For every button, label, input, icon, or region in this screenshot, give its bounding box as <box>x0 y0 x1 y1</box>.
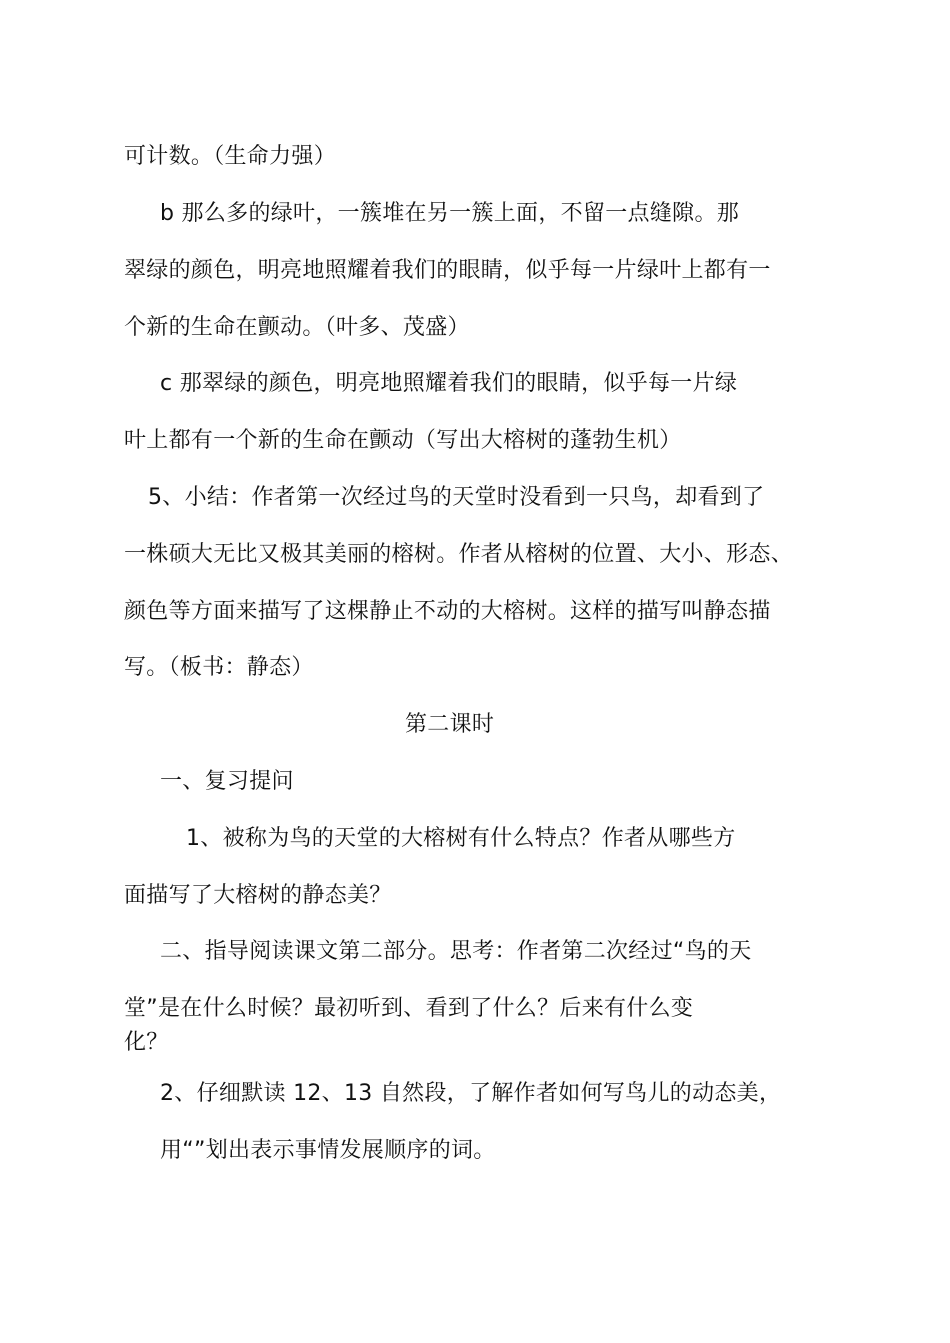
paragraph-line-19: 用“”划出表示事情发展顺序的词。 <box>160 1138 496 1163</box>
paragraph-line-14: 面描写了大榕树的静态美？ <box>124 883 392 908</box>
section-heading: 第二课时 <box>405 712 495 737</box>
paragraph-line-2: b 那么多的绿叶，一簇堆在另一簇上面，不留一点缝隙。那 <box>160 201 740 226</box>
paragraph-line-8: 一株硕大无比又极其美丽的榕树。作者从榕树的位置、大小、形态、 <box>124 542 794 567</box>
subheading-review: 一、复习提问 <box>160 769 294 794</box>
paragraph-line-5: c 那翠绿的颜色，明亮地照耀着我们的眼睛，似乎每一片绿 <box>160 371 738 396</box>
paragraph-line-10: 写。（板书：静态） <box>124 655 314 680</box>
paragraph-line-16: 堂”是在什么时候？最初听到、看到了什么？后来有什么变 <box>124 996 694 1021</box>
paragraph-line-4: 个新的生命在颤动。（叶多、茂盛） <box>124 315 470 340</box>
paragraph-line-9: 颜色等方面来描写了这棵静止不动的大榕树。这样的描写叫静态描 <box>124 599 771 624</box>
paragraph-line-15: 二、指导阅读课文第二部分。思考：作者第二次经过“鸟的天 <box>160 939 752 964</box>
paragraph-line-18: 2、仔细默读 12、13 自然段，了解作者如何写鸟儿的动态美， <box>160 1081 782 1106</box>
paragraph-line-7: 5、小结：作者第一次经过鸟的天堂时没看到一只鸟，却看到了 <box>148 485 765 510</box>
paragraph-line-3: 翠绿的颜色，明亮地照耀着我们的眼睛，似乎每一片绿叶上都有一 <box>124 258 771 283</box>
paragraph-line-6: 叶上都有一个新的生命在颤动（写出大榕树的蓬勃生机） <box>124 428 682 453</box>
paragraph-line-13: 1、被称为鸟的天堂的大榕树有什么特点？作者从哪些方 <box>186 826 736 851</box>
paragraph-line-1: 可计数。（生命力强） <box>124 144 337 169</box>
paragraph-line-17: 化？ <box>124 1030 169 1055</box>
